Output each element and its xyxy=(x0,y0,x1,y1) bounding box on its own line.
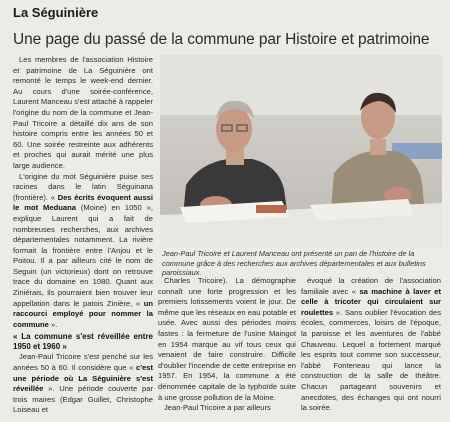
pull-quote: « La commune s'est réveillée entre 1950 et 1960 » xyxy=(13,332,153,352)
right-paragraph xyxy=(301,276,441,414)
left-column xyxy=(13,55,153,416)
article-headline: Une page du passé de la commune par Histoire et patrimoine xyxy=(13,31,430,48)
origin-quote-2: un raccourci employé pour nommer la commune xyxy=(13,298,153,329)
article-photo xyxy=(160,55,442,247)
right-text-1: évoqué la création de l'association familiale avec « xyxy=(301,276,441,296)
intro-paragraph: Les membres de l'association Histoire et patrimoine de La Séguinière ont remonté le temps le week-end dernier. Au cours d'une soirée-conférence, Laurent Manceau s'est attaché à rappeler l'origine du nom de la commune et Jean-Paul Tricoire a détaillé dix ans de son histoire compris entre les années 50 et 60. Une soirée restreinte aux adhérents et proches qui aurait mérité une plus large audience. xyxy=(13,55,153,170)
period-text-1: Jean-Paul Tricoire s'est penché sur les années 50 à 60. Il considère que « xyxy=(13,352,153,373)
right-quote: sa machine à laver et celle à tricoter qui circulaient sur roulettes xyxy=(301,286,442,317)
origin-text-2: (Moine) en 1050 », explique Laurent qui a fait de nombreuses recherches, aux archives départementales notamment. La rivière formait la frontière entre l'Anjou et le Poitou. Il a par ailleurs cité le nom de Seguin (un victorieux) dont on retrouve trace du domaine en 1080. Quant aux Ziniérais, ils pourraient bien trouver leur appellation dans le patois Zinière, « xyxy=(13,203,153,308)
section-title: La Séguinière xyxy=(13,5,99,20)
origin-text-3: ». xyxy=(48,319,58,329)
period-quote: c'est une période où La Séguinière s'est réveillée xyxy=(13,363,153,394)
period-paragraph xyxy=(13,352,153,416)
right-text-2: ». Sans oublier l'évocation des écoles, commerces, loisirs de l'époque, la paroisse et les aventures de l'abbé Chauveau. Lequel a fortement marqué les esprits tout comme son successeur, l'abbé Fonteneau qui lance la construction de la salle de théâtre. Chacun partageant souvenirs et anecdotes, des échanges qui ont nourri la soirée. xyxy=(301,307,441,413)
photo-illustration xyxy=(160,55,442,247)
origin-paragraph xyxy=(13,172,153,331)
photo-caption: Jean-Paul Tricoire et Laurent Manceau ont présenté un pan de l'histoire de la commune grâce à des recherches aux archives départementales et aux bulletins paroissiaux. xyxy=(162,249,426,278)
origin-text-1: L'origine du mot Séguinière puise ses racines dans le latin Séguinana (frontière). « xyxy=(13,171,153,202)
period-text-2: ». Une période couverte par trois maires (Edgar Guillet, Christophe Loiseau et xyxy=(13,384,153,415)
middle-paragraph-2: Jean-Paul Tricoire a par ailleurs xyxy=(164,403,271,413)
middle-column xyxy=(158,276,296,414)
origin-quote-1: Des écrits évoquent aussi le mot Meduana xyxy=(13,192,154,213)
middle-paragraph: Charles Tricoire). La démographie connaît une forte progression et les premiers lotissements voient le jour. De même que les réseaux en eau potable et usée. Avec aussi des périodes moins fastes : la fermeture de l'usine Maingot en 1954 marque au vif tous ceux qui venaient de faire construire. Difficile d'oublier l'incendie de cette entreprise en 1957. En 1954, la commune a été dénommée capitale de la typhoïde suite à une grosse pollution de la Moine. xyxy=(158,276,296,402)
right-column xyxy=(301,276,441,414)
